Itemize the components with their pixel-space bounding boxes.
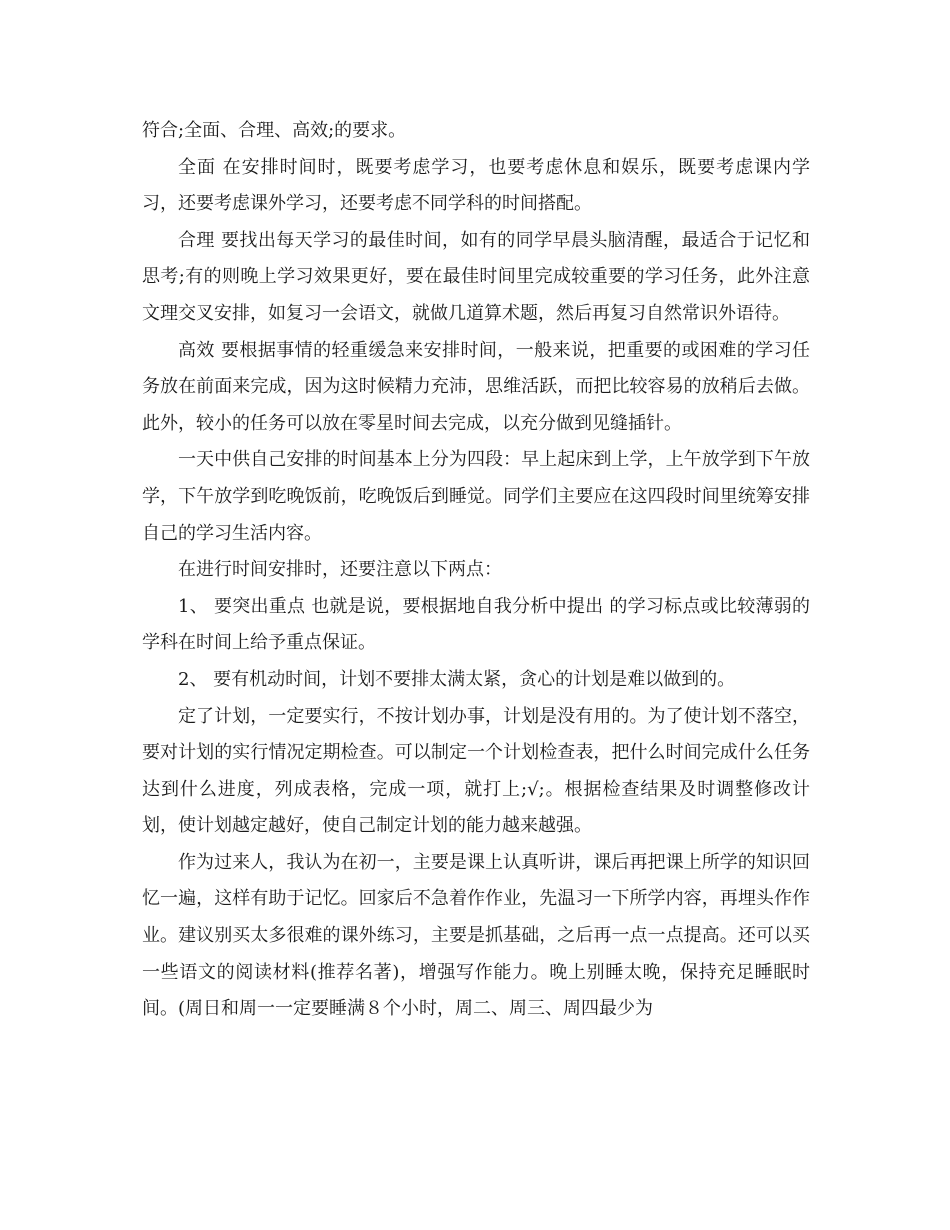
paragraph-execute-plan: 定了计划，一定要实行，不按计划办事，计划是没有用的。为了使计划不落空，要对计划的实行情况定期检查。可以制定一个计划检查表，把什么时间完成什么任务达到什么进度，列成表格，完成一项，就打上;√;。根据检查结果及时调整修改计划，使计划越定越好，使自己制定计划的能力越来越强。 (142, 705, 810, 837)
paragraph-comprehensive: 全面 在安排时间时，既要考虑学习，也要考虑休息和娱乐，既要考虑课内学习，还要考虑课外学习，还要考虑不同学科的时间搭配。 (142, 156, 810, 215)
paragraph-two-points-intro: 在进行时间安排时，还要注意以下两点： (178, 559, 502, 581)
paragraph-point-1: 1、 要突出重点 也就是说，要根据地自我分析中提出 的学习标点或比较薄弱的学科在时间上给予重点保证。 (142, 595, 810, 654)
paragraph-reasonable: 合理 要找出每天学习的最佳时间，如有的同学早晨头脑清醒，最适合于记忆和思考;有的则晚上学习效果更好，要在最佳时间里完成较重要的学习任务，此外注意文理交叉安排，如复习一会语文，就做几道算术题，然后再复习自然常识外语待。 (142, 229, 810, 324)
paragraph-efficient: 高效 要根据事情的轻重缓急来安排时间，一般来说，把重要的或困难的学习任务放在前面来完成，因为这时候精力充沛，思维活跃，而把比较容易的放稍后去做。此外，较小的任务可以放在零星时间去完成，以充分做到见缝插针。 (142, 339, 810, 434)
paragraph-continuation: 符合;全面、合理、高效;的要求。 (142, 120, 407, 141)
document-body (142, 113, 810, 1028)
paragraph-point-2: 2、 要有机动时间，计划不要排太满太紧，贪心的计划是难以做到的。 (178, 668, 736, 690)
paragraph-daily-periods: 一天中供自己安排的时间基本上分为四段：早上起床到上学，上午放学到下午放学，下午放学到吃晚饭前，吃晚饭后到睡觉。同学们主要应在这四段时间里统筹安排自己的学习生活内容。 (142, 449, 810, 544)
paragraph-experience: 作为过来人，我认为在初一，主要是课上认真听讲，课后再把课上所学的知识回忆一遍，这样有助于记忆。回家后不急着作作业，先温习一下所学内容，再埋头作作业。建议别买太多很难的课外练习，主要是抓基础，之后再一点一点提高。还可以买一些语文的阅读材料(推荐名著)，增强写作能力。晚上别睡太晚，保持充足睡眠时间。(周日和周一一定要睡满８个小时，周二、周三、周四最少为 (142, 851, 810, 1020)
